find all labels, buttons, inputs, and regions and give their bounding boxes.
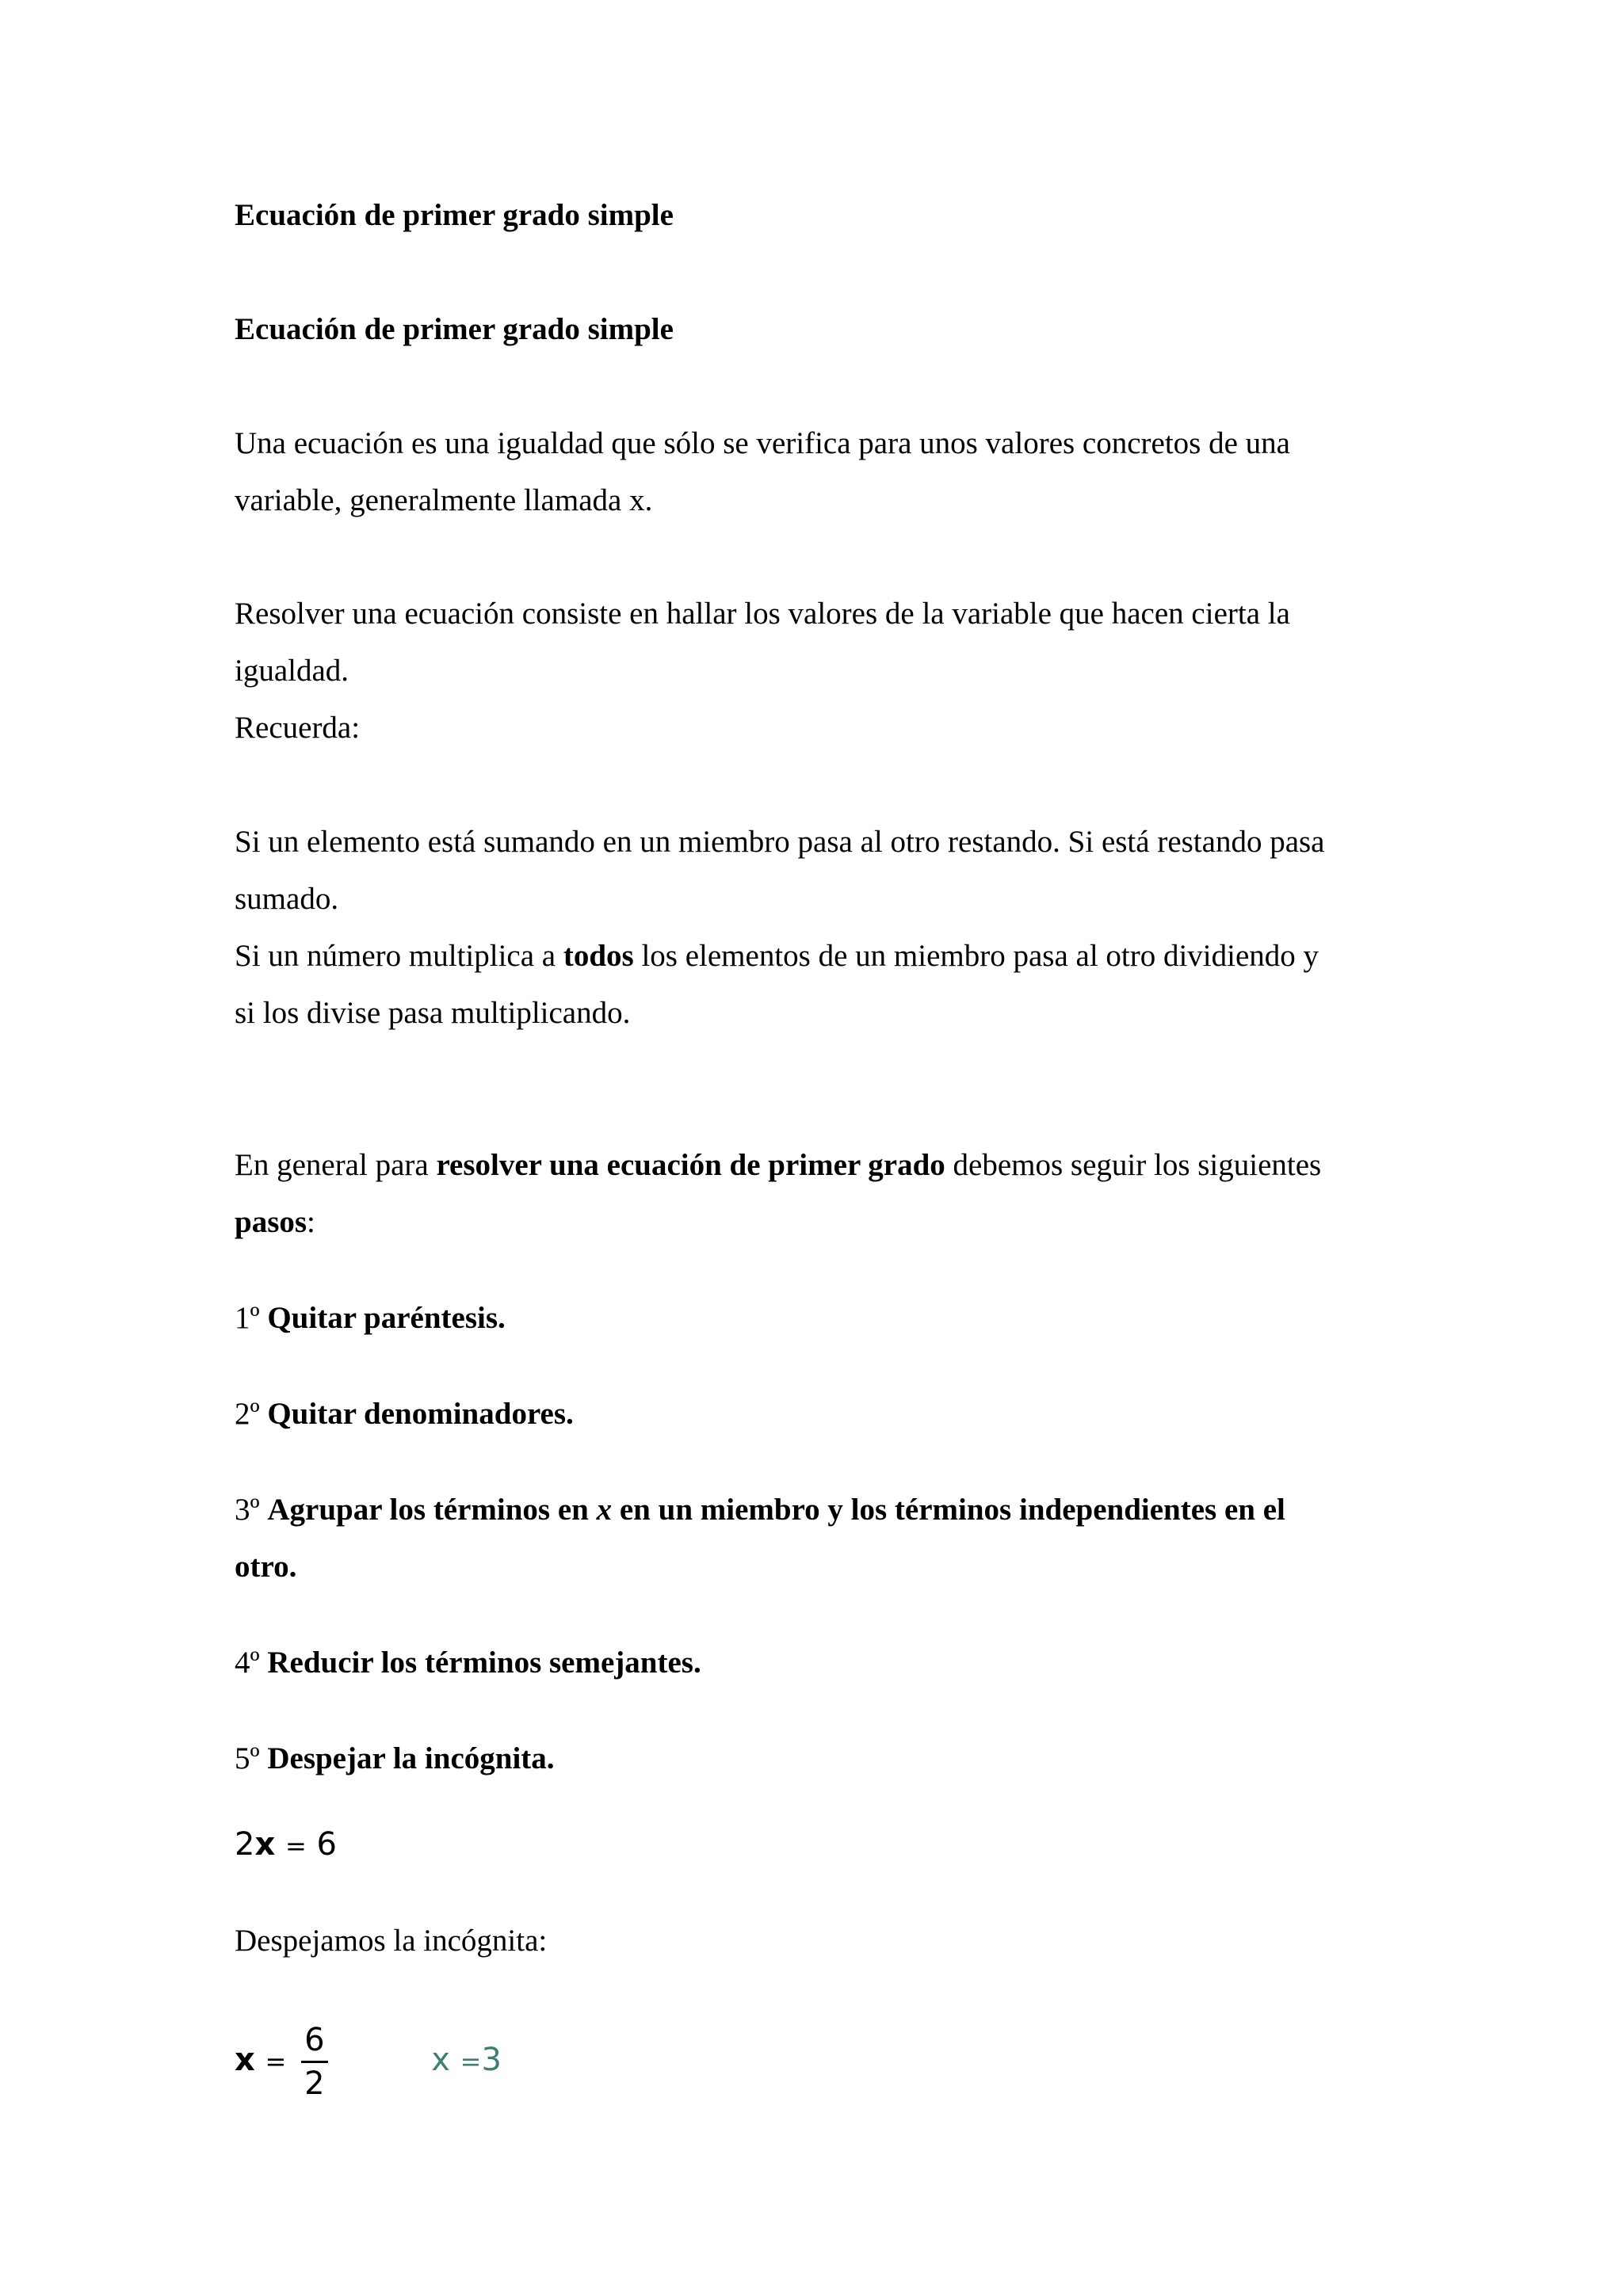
step-text: Quitar denominadores. [267, 1397, 574, 1431]
equation-solution-row [235, 2012, 1415, 2109]
fraction [301, 2019, 327, 2104]
step-4 [235, 1634, 1415, 1691]
paragraph-general [235, 1137, 1415, 1251]
step-text: Quitar paréntesis. [267, 1301, 506, 1335]
paragraph-line: Resolver una ecuación consiste en hallar los valores de la variable que hacen cierta la [235, 597, 1290, 631]
equation-2x-6 [235, 1819, 1415, 1871]
paragraph-line: Despejamos la incógnita: [235, 1924, 548, 1958]
variable-x: x [596, 1493, 613, 1527]
text-run: los elementos de un miembro pasa al otro dividiendo y [633, 939, 1319, 973]
equation-variable: x [254, 1826, 276, 1863]
step-text [267, 1493, 1285, 1527]
equation-coefficient: 2 [235, 1826, 255, 1863]
step-number: 5º [235, 1741, 268, 1775]
equation-operator: = [265, 2046, 287, 2077]
paragraph-line [235, 1194, 1415, 1251]
step-1 [235, 1290, 1415, 1347]
step-text: otro. [235, 1550, 297, 1584]
text-run: : [307, 1205, 315, 1239]
step-text: Reducir los términos semejantes. [267, 1646, 701, 1680]
step-5 [235, 1730, 1415, 1787]
heading-2-text: Ecuación de primer grado simple [235, 312, 674, 346]
equation-rhs: 6 [316, 1826, 337, 1863]
step-number: 3º [235, 1493, 268, 1527]
paragraph-line: sumado. [235, 882, 339, 916]
heading-1-text: Ecuación de primer grado simple [235, 198, 674, 232]
paragraph-line: variable, generalmente llamada x. [235, 483, 653, 517]
equation-fraction-form [235, 2021, 338, 2102]
equation-variable: x [235, 2042, 255, 2078]
text-run: en un miembro y los términos independientes en el [612, 1493, 1285, 1527]
paragraph-line: Una ecuación es una igualdad que sólo se verifica para unos valores concretos de una [235, 426, 1290, 460]
equation-variable: x [431, 2042, 450, 2078]
paragraph-line: si los divise pasa multiplicando. [235, 996, 631, 1030]
step-number: 1º [235, 1301, 268, 1335]
step-2 [235, 1386, 1415, 1443]
heading-2 [235, 301, 1415, 358]
emphasis-pasos: pasos [235, 1205, 307, 1239]
text-run: Agrupar los términos en [267, 1493, 597, 1527]
paragraph-resolver [235, 585, 1415, 757]
paragraph-line: Si un elemento está sumando en un miembro pasa al otro restando. Si está restando pasa [235, 825, 1325, 859]
equation-operator: = [460, 2046, 482, 2077]
emphasis-resolver: resolver una ecuación de primer grado [436, 1148, 945, 1182]
equation-result [431, 2042, 502, 2078]
paragraph-line: Recuerda: [235, 711, 361, 745]
emphasis-todos: todos [563, 939, 634, 973]
paragraph-rules [235, 814, 1415, 1042]
paragraph-despejamos [235, 1913, 1415, 1970]
paragraph-line [235, 1482, 1415, 1539]
paragraph-line [235, 1137, 1415, 1194]
equation-operator: = [285, 1831, 307, 1861]
fraction-denominator: 2 [304, 2065, 325, 2102]
paragraph-line [235, 928, 1415, 985]
step-3 [235, 1482, 1415, 1596]
fraction-numerator: 6 [304, 2021, 325, 2058]
text-run: En general para [235, 1148, 437, 1182]
paragraph-line [235, 1539, 1415, 1596]
equation-rhs: 3 [481, 2042, 502, 2078]
text-run: debemos seguir los siguientes [945, 1148, 1322, 1182]
paragraph-line: igualdad. [235, 654, 349, 688]
step-number: 4º [235, 1646, 268, 1680]
heading-1 [235, 187, 1415, 244]
text-run: Si un número multiplica a [235, 939, 563, 973]
step-text: Despejar la incógnita. [267, 1741, 555, 1775]
paragraph-definition [235, 415, 1415, 529]
step-number: 2º [235, 1397, 268, 1431]
